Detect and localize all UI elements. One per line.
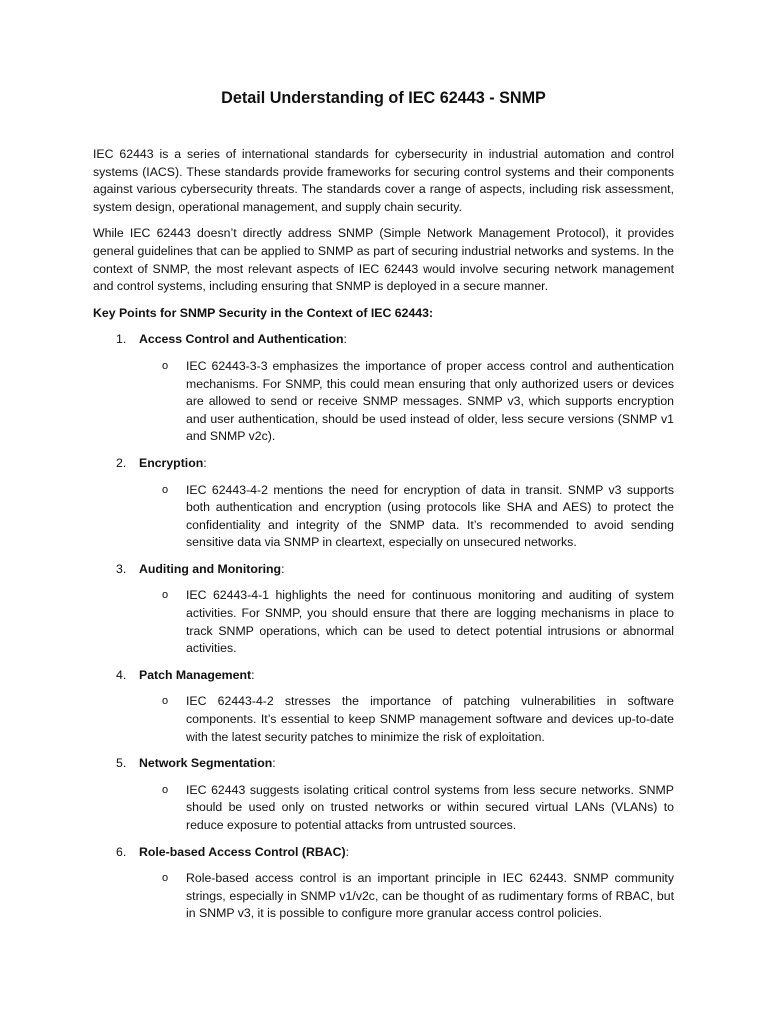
list-number: 1.: [116, 332, 127, 347]
document-title: Detail Understanding of IEC 62443 - SNMP: [221, 89, 546, 107]
point-detail: Role-based access control is an important principle in IEC 62443. SNMP community strings, especially in SNMP v1/v2c, can be thought of as rudimentary forms of RBAC, but in SNMP v3, it is possible to configure more granular access control policies.: [186, 871, 674, 921]
point-title: Role-based Access Control (RBAC): [139, 844, 346, 859]
intro-paragraph: IEC 62443 is a series of international standards for cybersecurity in industrial automation and control systems (IACS). These standards provide frameworks for securing control systems and their components against various cybersecurity threats. The standards cover a range of aspects, including risk assessment, system design, operational management, and supply chain security.: [93, 147, 674, 214]
list-number: 5.: [116, 756, 127, 771]
hollow-bullet-icon: o: [162, 483, 169, 496]
point-title: Network Segmentation: [139, 756, 273, 771]
point-title: Auditing and Monitoring: [139, 561, 282, 576]
key-point-network-segmentation: [93, 755, 674, 834]
list-number: 4.: [116, 667, 127, 682]
hollow-bullet-icon: o: [162, 695, 169, 708]
list-number: 2.: [116, 455, 127, 470]
snmp-context-paragraph: While IEC 62443 doesn’t directly address SNMP (Simple Network Management Protocol), it provides general guidelines that can be applied to SNMP as part of securing industrial networks and systems. In the context of SNMP, the most relevant aspects of IEC 62443 would involve securing network management and control systems, including ensuring that SNMP is deployed in a secure manner.: [93, 226, 674, 294]
hollow-bullet-icon: o: [162, 783, 169, 796]
key-point-rbac: [93, 844, 674, 923]
point-detail: IEC 62443-3-3 emphasizes the importance of proper access control and authentication mechanisms. For SNMP, this could mean ensuring that only authorized users or devices are allowed to send or receive SNMP messages. SNMP v3, which supports encryption and user authentication, should be used instead of older, less secure versions (SNMP v1 and SNMP v2c).: [186, 358, 674, 444]
hollow-bullet-icon: o: [162, 872, 169, 885]
point-detail: IEC 62443-4-2 mentions the need for encryption of data in transit. SNMP v3 supports both authentication and encryption (using protocols like SHA and AES) to protect the confidentiality and integrity of the SNMP data. It’s recommended to avoid sending sensitive data via SNMP in cleartext, especially on unsecured networks.: [186, 482, 674, 550]
point-detail: IEC 62443-4-2 stresses the importance of patching vulnerabilities in software components. It’s essential to keep SNMP management software and devices up-to-date with the latest security patches to minimize the risk of exploitation.: [186, 694, 674, 744]
point-title: Access Control and Authentication: [139, 332, 344, 347]
hollow-bullet-icon: o: [162, 359, 169, 372]
key-point-auditing: [93, 561, 674, 658]
point-title-colon: :: [345, 844, 349, 859]
key-points-heading: Key Points for SNMP Security in the Context of IEC 62443:: [93, 305, 434, 320]
key-point-encryption: [93, 455, 674, 552]
key-point-access-control: [93, 331, 674, 446]
list-number: 3.: [116, 561, 127, 576]
key-points-list: [93, 331, 674, 923]
point-title: Patch Management: [139, 667, 252, 682]
list-number: 6.: [116, 844, 127, 859]
point-title-colon: :: [272, 756, 276, 771]
point-detail: IEC 62443-4-1 highlights the need for continuous monitoring and auditing of system activities. For SNMP, you should ensure that there are logging mechanisms in place to track SNMP operations, which can be used to detect potential intrusions or abnormal activities.: [186, 588, 674, 656]
point-title-colon: :: [343, 332, 347, 347]
point-title-colon: :: [281, 561, 285, 576]
point-detail: IEC 62443 suggests isolating critical control systems from less secure networks. SNMP should be used only on trusted networks or within secured virtual LANs (VLANs) to reduce exposure to potential attacks from untrusted sources.: [186, 782, 674, 832]
point-title-colon: :: [251, 667, 255, 682]
point-title-colon: :: [203, 455, 207, 470]
hollow-bullet-icon: o: [162, 589, 169, 602]
point-title: Encryption: [139, 455, 204, 470]
key-point-patch-management: [93, 667, 674, 746]
